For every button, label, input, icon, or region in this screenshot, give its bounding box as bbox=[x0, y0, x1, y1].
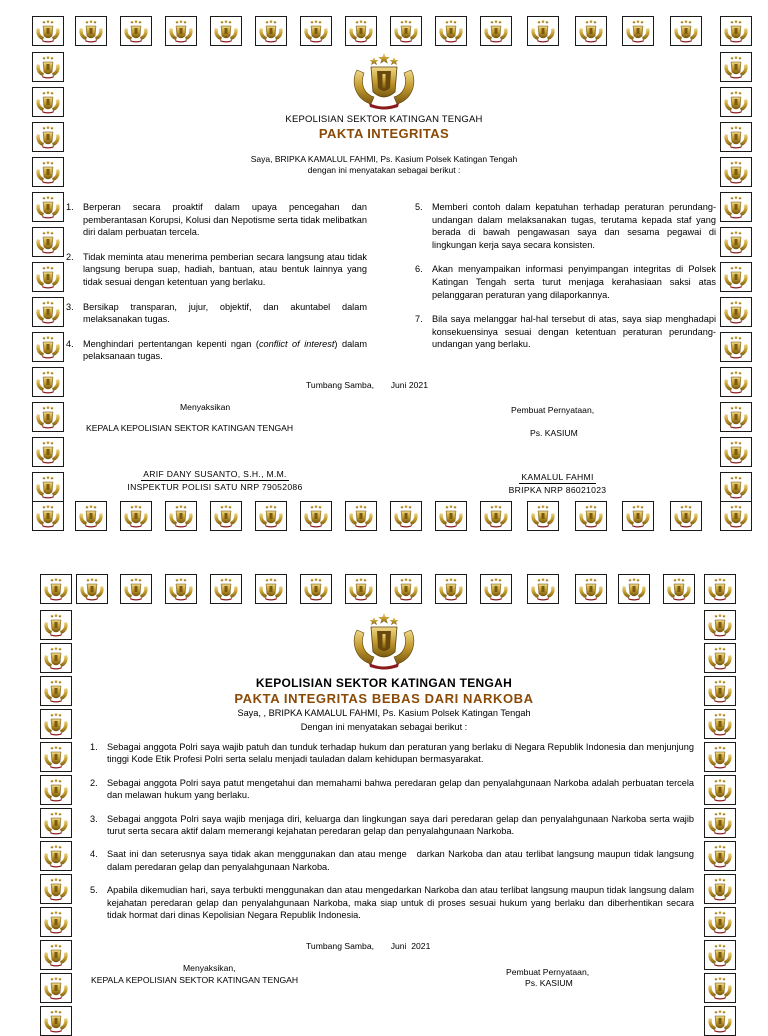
maker-position: Ps. KASIUM bbox=[530, 428, 578, 438]
place-date: Tumbang Samba, Juni 2021 bbox=[306, 380, 428, 390]
document-title: PAKTA INTEGRITAS bbox=[318, 126, 450, 141]
pledge-item bbox=[415, 313, 716, 351]
police-badge-icon bbox=[704, 907, 736, 937]
pledge-item bbox=[66, 338, 367, 363]
police-badge-icon bbox=[527, 501, 559, 531]
item-number: 3. bbox=[90, 813, 98, 824]
police-badge-icon bbox=[720, 87, 752, 117]
organization-name: KEPOLISIAN SEKTOR KATINGAN TENGAH bbox=[285, 114, 483, 125]
document-title: PAKTA INTEGRITAS BEBAS DARI NARKOBA bbox=[234, 691, 534, 706]
item-text: Bersikap transparan, jujur, objektif, dan akuntabel dalam melaksanakan tugas. bbox=[83, 301, 367, 325]
police-badge-icon bbox=[345, 574, 377, 604]
organization-name: KEPOLISIAN SEKTOR KATINGAN TENGAH bbox=[255, 676, 513, 690]
police-badge-icon bbox=[480, 574, 512, 604]
police-badge-icon bbox=[120, 501, 152, 531]
police-badge-icon bbox=[120, 16, 152, 46]
pakta-integritas-narkoba-page bbox=[0, 570, 768, 1024]
item-text: Saat ini dan seterusnya saya tidak akan menggunakan dan atau menge darkan Narkoba dan atau terlibat langsung maupun tidak langsung dalam peredaran gelap dan penyalahgunaan Narkoba. bbox=[107, 849, 697, 872]
police-badge-icon bbox=[32, 402, 64, 432]
police-badge-icon bbox=[210, 501, 242, 531]
police-badge-icon bbox=[720, 332, 752, 362]
item-number: 1. bbox=[66, 202, 74, 212]
police-badge-icon bbox=[165, 16, 197, 46]
police-badge-icon bbox=[255, 16, 287, 46]
police-badge-icon bbox=[40, 574, 72, 604]
maker-signature-block bbox=[490, 472, 625, 495]
witness-label: Menyaksikan bbox=[180, 402, 231, 412]
police-badge-icon bbox=[704, 610, 736, 640]
police-badge-icon bbox=[32, 297, 64, 327]
pledge-list-left bbox=[66, 201, 367, 375]
police-badge-icon bbox=[300, 16, 332, 46]
police-badge-icon bbox=[40, 874, 72, 904]
police-badge-icon bbox=[704, 808, 736, 838]
police-badge-icon bbox=[720, 501, 752, 531]
item-text-after: ) dalam pelaksanaan tugas. bbox=[83, 338, 367, 362]
police-badge-icon bbox=[720, 367, 752, 397]
police-badge-icon bbox=[32, 16, 64, 46]
pledge-item bbox=[66, 251, 367, 289]
police-badge-icon bbox=[527, 16, 559, 46]
item-number: 2. bbox=[66, 251, 74, 262]
pledge-item bbox=[90, 813, 694, 838]
police-badge-icon bbox=[345, 501, 377, 531]
intro-line-1: Saya, BRIPKA KAMALUL FAHMI, Ps. Kasium Polsek Katingan Tengah bbox=[250, 154, 518, 164]
police-badge-icon bbox=[704, 973, 736, 1003]
place-date: Tumbang Samba, Juni 2021 bbox=[306, 941, 431, 951]
police-badge-icon bbox=[720, 227, 752, 257]
police-badge-icon bbox=[40, 1006, 72, 1036]
police-badge-icon bbox=[720, 437, 752, 467]
police-badge-icon bbox=[40, 808, 72, 838]
police-badge-icon bbox=[720, 472, 752, 502]
pledge-list-right bbox=[415, 201, 716, 363]
police-badge-icon bbox=[32, 87, 64, 117]
police-badge-icon bbox=[32, 52, 64, 82]
item-text-before: Menghindari pertentangan kepenti ngan ( bbox=[83, 338, 259, 349]
police-badge-icon bbox=[40, 775, 72, 805]
item-text: Sebagai anggota Polri saya wajib menjaga diri, keluarga dan lingkungan saya dari peredaran gelap dan penyalahgunaan Narkoba serta wajib turut serta secara aktif dalam memerangi kejahatan peredaran gelap dan penyalahgunaan Narkoba. bbox=[107, 813, 694, 837]
police-badge-icon bbox=[618, 574, 650, 604]
police-badge-icon bbox=[480, 501, 512, 531]
police-badge-icon bbox=[704, 574, 736, 604]
intro-line-2: Dengan ini menyatakan sebagai berikut : bbox=[300, 722, 468, 732]
police-badge-icon bbox=[575, 16, 607, 46]
police-badge-icon bbox=[345, 16, 377, 46]
police-badge-icon bbox=[720, 192, 752, 222]
pledge-item bbox=[66, 301, 367, 326]
item-text: Sebagai anggota Polri saya wajib patuh dan tunduk terhadap hukum dan peraturan yang berlaku di Negara Republik Indonesia dan menjunjung tinggi Kode Etik Profesi Polri serta selalu menjadi tauladan dalam kehidupan bermasyarakat. bbox=[107, 742, 694, 765]
witness-signature-block bbox=[100, 469, 330, 492]
item-text: Berperan secara proaktif dalam upaya pencegahan dan pemberantasan Korupsi, Kolusi dan Nepotisme serta tidak melibatkan diri dalam perbuatan tercela. bbox=[83, 202, 367, 238]
police-badge-icon bbox=[704, 841, 736, 871]
item-text: Akan menyampaikan informasi penyimpangan integritas di Polsek Katingan Tengah serta turut menjaga kerahasiaan saksi atas pelanggaran peraturan yang dilaporkannya. bbox=[432, 264, 716, 300]
maker-label: Pembuat Pernyataan, bbox=[506, 967, 590, 977]
police-badge-icon bbox=[40, 643, 72, 673]
witness-position: KEPALA KEPOLISIAN SEKTOR KATINGAN TENGAH bbox=[86, 423, 294, 433]
witness-label: Menyaksikan, bbox=[183, 963, 236, 973]
witness-position: KEPALA KEPOLISIAN SEKTOR KATINGAN TENGAH bbox=[91, 975, 299, 985]
maker-label: Pembuat Pernyataan, bbox=[511, 405, 595, 415]
police-badge-icon bbox=[704, 940, 736, 970]
pledge-item bbox=[415, 201, 716, 251]
pledge-item bbox=[90, 884, 694, 921]
police-badge-icon bbox=[40, 742, 72, 772]
intro-line-2: dengan ini menyatakan sebagai berikut : bbox=[307, 165, 461, 175]
maker-nrp: BRIPKA NRP 86021023 bbox=[508, 485, 607, 495]
police-badge-icon bbox=[670, 501, 702, 531]
pledge-item bbox=[66, 201, 367, 239]
police-badge-icon bbox=[720, 402, 752, 432]
police-badge-icon bbox=[720, 262, 752, 292]
police-badge-icon bbox=[40, 841, 72, 871]
police-badge-icon bbox=[622, 16, 654, 46]
item-text: Apabila dikemudian hari, saya terbukti menggunakan dan atau mengedarkan Narkoba dan atau terlibat langsung maupun tidak langsung dalam kejahatan peredaran gelap dan penyalahgunaan Narkoba, maka siap untuk di proses sesuai hukum yang berlaku dan diberhentikan secara tidak hormat dari dinas Kepolisian Negara Republik Indonesia. bbox=[107, 885, 694, 921]
police-badge-icon bbox=[704, 742, 736, 772]
police-badge-icon bbox=[32, 332, 64, 362]
police-badge-icon bbox=[255, 574, 287, 604]
police-badge-icon bbox=[32, 262, 64, 292]
witness-name: ARIF DANY SUSANTO, S.H., M.M. bbox=[143, 469, 287, 479]
police-badge-icon bbox=[32, 437, 64, 467]
pledge-item bbox=[90, 741, 694, 766]
police-badge-icon bbox=[165, 501, 197, 531]
item-text: Sebagai anggota Polri saya patut mengetahui dan memahami bahwa peredaran gelap dan penyalahgunaan Narkoba adalah perbuatan tercela dan melawan hukum yang berlaku. bbox=[107, 777, 694, 801]
police-badge-icon bbox=[32, 501, 64, 531]
police-badge-icon bbox=[40, 940, 72, 970]
item-text: Tidak meminta atau menerima pemberian secara langsung atau tidak langsung berupa suap, hadiah, bantuan, atau bentuk lainnya yang tidak sesuai dengan ketentuan yang berlaku. bbox=[83, 251, 367, 287]
police-badge-icon bbox=[480, 16, 512, 46]
police-badge-icon bbox=[300, 574, 332, 604]
item-number: 3. bbox=[66, 301, 74, 312]
police-badge-icon bbox=[32, 472, 64, 502]
police-badge-icon bbox=[76, 574, 108, 604]
item-number: 6. bbox=[415, 264, 423, 275]
police-badge-icon bbox=[720, 297, 752, 327]
police-badge-icon bbox=[704, 1006, 736, 1036]
police-badge-icon bbox=[704, 643, 736, 673]
police-badge-icon bbox=[75, 501, 107, 531]
police-badge-icon bbox=[40, 973, 72, 1003]
police-badge-icon bbox=[32, 227, 64, 257]
pledge-list bbox=[90, 741, 697, 932]
police-badge-icon bbox=[32, 367, 64, 397]
maker-position: Ps. KASIUM bbox=[525, 978, 573, 988]
police-badge-icon bbox=[40, 610, 72, 640]
police-badge-icon bbox=[390, 574, 422, 604]
maker-name: KAMALUL FAHMI bbox=[521, 472, 594, 482]
pledge-item bbox=[90, 848, 697, 873]
intro-line-1: Saya, , BRIPKA KAMALUL FAHMI, Ps. Kasium Polsek Katingan Tengah bbox=[237, 708, 531, 718]
witness-nrp: INSPEKTUR POLISI SATU NRP 79052086 bbox=[127, 482, 303, 492]
intro-statement bbox=[0, 154, 768, 176]
police-badge-icon bbox=[704, 775, 736, 805]
item-number: 5. bbox=[90, 885, 98, 896]
item-number: 1. bbox=[90, 742, 98, 752]
police-badge-icon bbox=[720, 16, 752, 46]
police-badge-icon bbox=[435, 16, 467, 46]
police-badge-icon bbox=[255, 501, 287, 531]
police-badge-icon bbox=[390, 501, 422, 531]
police-badge-icon bbox=[300, 501, 332, 531]
police-badge-icon bbox=[40, 907, 72, 937]
police-badge-icon bbox=[165, 574, 197, 604]
police-badge-icon bbox=[32, 192, 64, 222]
police-badge-icon bbox=[622, 501, 654, 531]
item-text-italic: conflict of interest bbox=[258, 338, 335, 349]
item-number: 2. bbox=[90, 777, 98, 788]
police-badge-icon bbox=[575, 574, 607, 604]
item-number: 4. bbox=[90, 849, 98, 860]
item-text: Bila saya melanggar hal-hal tersebut di atas, saya siap menghadapi konsekuensinya sesuai dengan ketentuan peraturan perundang-undangan yang berlaku. bbox=[432, 314, 716, 350]
police-badge-icon bbox=[663, 574, 695, 604]
police-badge-icon bbox=[527, 574, 559, 604]
police-badge-icon bbox=[720, 52, 752, 82]
item-number: 5. bbox=[415, 202, 423, 212]
police-badge-icon bbox=[435, 574, 467, 604]
police-badge-icon bbox=[120, 574, 152, 604]
police-badge-icon bbox=[575, 501, 607, 531]
police-badge-icon bbox=[210, 16, 242, 46]
item-text: Memberi contoh dalam kepatuhan terhadap peraturan perundang-undangan dalam melaksanakan tugas, terutama kepada staf yang berada di bawah pengawasan saya dan sesama pegawai di lingkungan kerja saya secara konsisten. bbox=[432, 202, 716, 250]
police-badge-icon bbox=[435, 501, 467, 531]
pledge-item bbox=[415, 263, 716, 301]
item-number: 4. bbox=[66, 338, 74, 349]
police-badge-icon bbox=[75, 16, 107, 46]
polri-emblem-icon bbox=[349, 52, 419, 110]
item-number: 7. bbox=[415, 314, 423, 325]
police-badge-icon bbox=[670, 16, 702, 46]
polri-emblem-icon bbox=[349, 612, 419, 670]
police-badge-icon bbox=[390, 16, 422, 46]
pledge-item bbox=[90, 777, 694, 802]
intro-statement bbox=[0, 706, 768, 734]
police-badge-icon bbox=[704, 874, 736, 904]
police-badge-icon bbox=[210, 574, 242, 604]
